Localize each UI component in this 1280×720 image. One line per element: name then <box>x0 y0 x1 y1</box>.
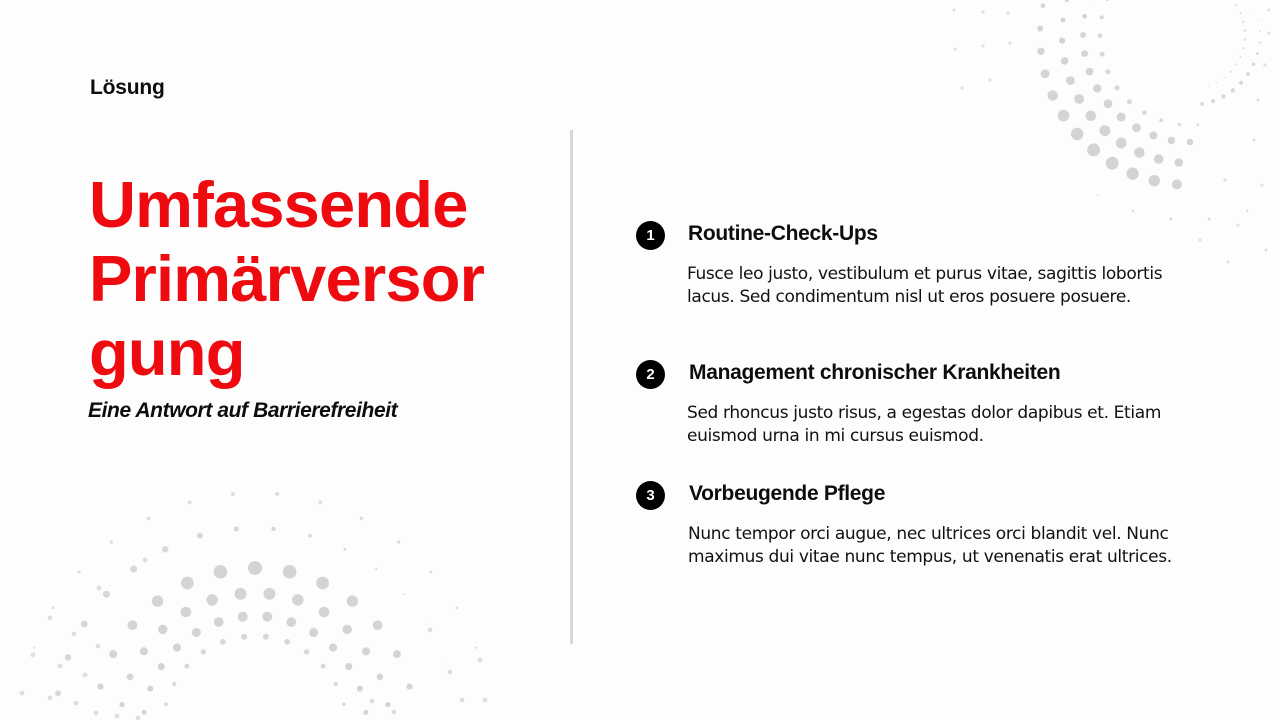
subtitle: Eine Antwort auf Barrierefreiheit <box>88 399 398 422</box>
title-line: gung <box>89 316 245 389</box>
number-badge-icon: 1 <box>636 221 665 250</box>
item-title: Vorbeugende Pflege <box>689 482 886 505</box>
item-body: Sed rhoncus justo risus, a egestas dolor dapibus et. Etiam euismod urna in mi cursus euismod. <box>687 403 1162 446</box>
vertical-divider <box>570 130 573 644</box>
title-line: Umfassende <box>89 168 468 241</box>
page-title <box>89 168 529 390</box>
item-title: Management chronischer Krankheiten <box>689 361 1061 384</box>
section-label: Lösung <box>90 76 165 99</box>
item-title: Routine-Check-Ups <box>688 222 878 245</box>
item-body: Nunc tempor orci augue, nec ultrices orci blandit vel. Nunc maximus dui vitae nunc tempus, ut venenatis erat ultrices. <box>688 524 1172 567</box>
item-body: Fusce leo justo, vestibulum et purus vitae, sagittis lobortis lacus. Sed condimentum nisl ut eros posuere posuere. <box>687 264 1163 307</box>
title-line: Primärversor <box>89 242 485 315</box>
number-badge-icon: 3 <box>636 481 665 510</box>
number-badge-icon: 2 <box>636 360 665 389</box>
